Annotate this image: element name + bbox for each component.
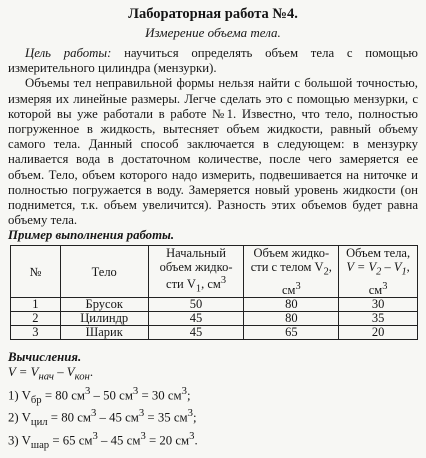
table-header-row [11,246,418,298]
calc-line: 3) $V_{шар} = 65$ $см^3 - 45$ $см^3 = 20$ $см^3$. [8,431,198,452]
table-row [11,312,418,326]
cell-v: 35 [339,312,418,326]
cell-num: 1 [11,298,61,312]
goal-label: Цель работы: [25,46,112,60]
calc-line: 1) $V_{бр} = 80$ $см^3 - 50$ $см^3 = 30$ $см^3$; [8,385,191,406]
cell-v2: 80 [244,312,339,326]
calc-heading: Вычисления. [8,350,82,365]
cell-v2: 65 [244,326,339,340]
header-body-volume: Объем тела, $V = V_2 - V_1$, $см^3$ [339,246,418,298]
formula-line: $V = V_{нач} - V_{кон}$. [8,365,94,383]
body-paragraph: Объемы тел неправильной формы нельзя найти с большой точностью, измеряя их линейные размеры. Легче сделать это с помощью мензурки, с которой вы уже работали в работе №1. Известно, что тело, полностью погруженное в жидкость, вытесняет объем жидкости, равный объему самого тела. Данный способ заключается в следующем: в мензурку наливается вода в достаточном количестве, после чего замеряется ее объем. Тело, объем которого надо измерить, подвешивается на ниточке и полностью погружается в воду. Замеряется новый уровень жидкости (он поднимется, т.к. объем увеличится). Разность этих объемов будет равна объему тела. [8,76,418,228]
goal-paragraph [8,46,418,76]
cell-v2: 80 [244,298,339,312]
cell-body: Брусок [60,298,148,312]
table-row [11,298,418,312]
cell-v: 20 [339,326,418,340]
page-title: Лабораторная работа №4. [128,6,298,22]
page-subtitle: Измерение объема тела. [145,25,281,40]
cell-v: 30 [339,298,418,312]
cell-v1: 45 [148,312,244,326]
cell-body: Цилиндр [60,312,148,326]
header-initial-volume: Начальный объем жидко- сти $V_1$, $см^3$ [148,246,244,298]
calc-line: 2) $V_{цил} = 80$ $см^3 - 45$ $см^3 = 35$ $см^3$; [8,408,197,429]
cell-body: Шарик [60,326,148,340]
header-num: № [11,246,61,298]
results-table [10,245,418,340]
cell-num: 2 [11,312,61,326]
table-row [11,326,418,340]
example-heading: Пример выполнения работы. [8,228,175,243]
goal-text: научиться определять объем тела с помощью измерительного цилиндра (мензурки). [8,46,418,76]
cell-num: 3 [11,326,61,340]
header-body: Тело [60,246,148,298]
header-volume-with-body: Объем жидко- сти с телом $V_2$, $см^3$ [244,246,339,298]
cell-v1: 45 [148,326,244,340]
cell-v1: 50 [148,298,244,312]
